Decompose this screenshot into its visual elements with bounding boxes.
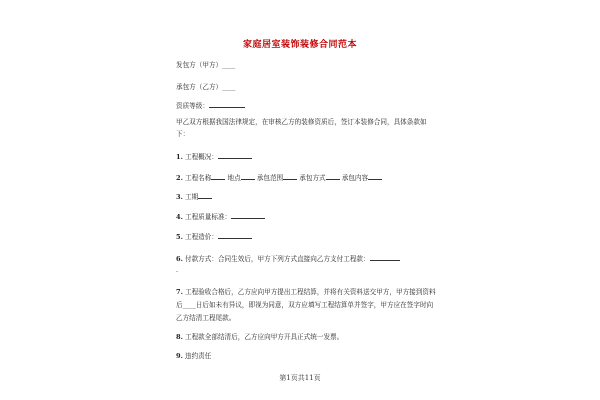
item-part: 地点 (227, 174, 241, 182)
item-number: 4. (176, 213, 183, 221)
item-number: 7. (176, 288, 183, 296)
item-blank (283, 173, 297, 180)
intro-paragraph: 甲乙双方根据我国法律规定，在审核乙方的装修资质后，签订本装修合同，具体条款如下： (176, 118, 427, 138)
item-part: 工程名称 (185, 174, 212, 182)
qualification-line (176, 101, 245, 111)
party-a-line: 发包方（甲方）____ (176, 61, 236, 69)
item-part: 承包范围 (256, 174, 284, 182)
item-blank (211, 173, 225, 180)
page-title: 家庭居室装饰装修合同范本 (242, 40, 357, 50)
item-blank (326, 173, 340, 180)
item-number: 8. (176, 333, 183, 341)
item-1 (176, 152, 252, 162)
item-blank (218, 152, 252, 159)
item-number: 5. (176, 233, 183, 241)
item-7 (176, 286, 436, 325)
item-6 (176, 254, 400, 264)
item-blank (370, 254, 400, 261)
item-blank (198, 192, 212, 199)
item-text: 工期 (185, 193, 199, 201)
item-text: 工程造价： (185, 233, 218, 241)
item-number: 1. (176, 153, 183, 161)
item-number: 2. (176, 174, 183, 182)
item-4 (176, 212, 265, 222)
item-blank (241, 173, 255, 180)
item-part: 承包方式 (299, 174, 326, 182)
page-footer: 第1页共11页 (279, 374, 321, 382)
item-blank (218, 232, 252, 239)
item-part: 承包内容 (341, 174, 369, 182)
party-b-line: 承包方（乙方）____ (176, 83, 236, 91)
item-text: 付款方式：合同生效后，甲方下列方式直接向乙方支付工程款： (185, 255, 370, 263)
item-number: 3. (176, 193, 183, 201)
item-2 (176, 173, 382, 183)
item-blank (368, 173, 382, 180)
item-text: 工程概况： (185, 153, 218, 161)
item-8 (176, 333, 343, 342)
item-number: 6. (176, 255, 183, 263)
item-3 (176, 192, 212, 202)
item-9 (176, 352, 211, 361)
item-blank (231, 212, 265, 219)
item-text: 违约责任 (185, 352, 212, 360)
item-text: 工程质量标准： (185, 213, 232, 221)
qualification-blank (209, 101, 245, 108)
item-number: 9. (176, 352, 183, 360)
item-text: 工程验收合格后，乙方应向甲方提出工程结算，并将有关资料送交甲方，甲方接到资料后____日后如未有异议，即视为同意，双方应填写工程结算单并签字，甲方应在签字时向乙方结清工程尾款。 (176, 288, 436, 322)
dash-mark: - (176, 268, 179, 275)
qualification-label: 资质等级： (176, 102, 209, 110)
item-text: 工程款全部结清后，乙方应向甲方开具正式统一发票。 (185, 333, 344, 341)
item-5 (176, 232, 252, 242)
